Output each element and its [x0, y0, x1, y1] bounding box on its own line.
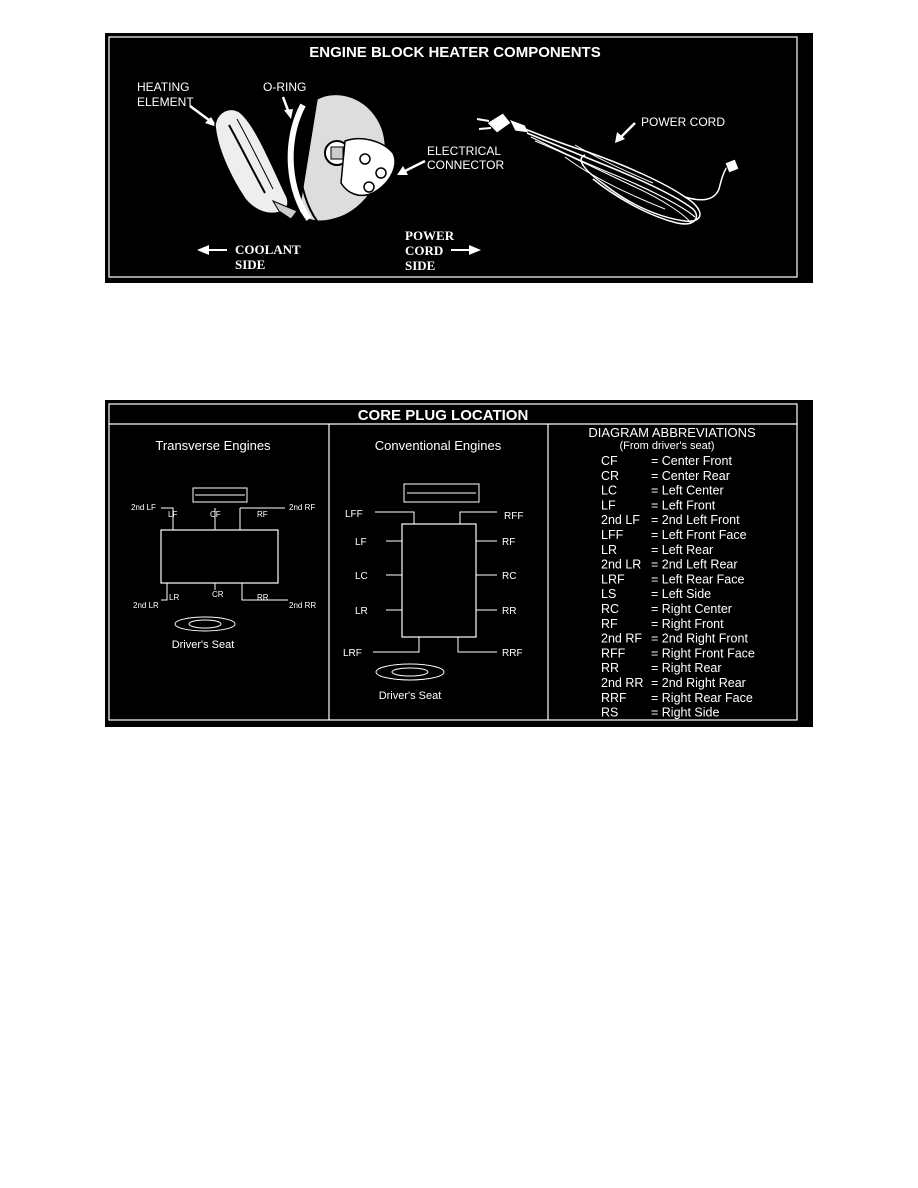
conventional-label-rff: RFF: [504, 511, 524, 522]
abbreviation-meaning: = Right Center: [651, 602, 732, 616]
conventional-label-lf: LF: [355, 537, 367, 548]
abbreviation-code: LR: [601, 542, 617, 557]
abbreviation-meaning: = Right Front: [651, 616, 724, 631]
electrical-connector-label-1: ELECTRICAL: [427, 144, 502, 158]
abbreviation-meaning: = 2nd Right Rear: [651, 676, 746, 690]
transverse-label-lr: LR: [169, 593, 180, 602]
abbreviation-code: LRF: [601, 572, 625, 587]
conventional-driver-seat-icon: [376, 664, 444, 680]
heating-element-label-1: HEATING: [137, 80, 190, 94]
transverse-driver-seat-label: Driver's Seat: [171, 639, 235, 651]
abbreviation-code: CR: [601, 468, 620, 483]
transverse-label-2nd-rr: 2nd RR: [289, 601, 317, 610]
abbreviation-meaning: = Left Front Face: [651, 528, 747, 542]
abbreviation-meaning: = Left Rear: [651, 542, 714, 557]
abbreviations-list: [601, 454, 755, 720]
abbreviations-subheading: (From driver's seat): [619, 440, 715, 452]
abbreviation-meaning: = Right Rear: [651, 661, 722, 676]
coolant-side-label-1: COOLANT: [235, 242, 301, 257]
abbreviation-meaning: = 2nd Left Front: [651, 513, 740, 528]
conventional-label-rc: RC: [502, 571, 517, 582]
abbreviation-code: 2nd LR: [601, 557, 642, 572]
abbreviation-meaning: = Left Rear Face: [651, 572, 745, 587]
abbreviation-meaning: = Right Front Face: [651, 646, 755, 661]
conventional-label-lff: LFF: [345, 509, 363, 520]
engine-block-heater-figure: [105, 33, 813, 283]
conventional-label-lrf: LRF: [343, 648, 362, 659]
coolant-side-label-2: SIDE: [235, 257, 266, 272]
abbreviation-code: RF: [601, 616, 618, 631]
figure1-title: ENGINE BLOCK HEATER COMPONENTS: [309, 44, 601, 61]
transverse-label-cr: CR: [212, 590, 224, 599]
transverse-label-2nd-lf: 2nd LF: [131, 503, 156, 512]
power-cord-label: POWER CORD: [641, 115, 725, 129]
power-cord-arrow: [621, 123, 635, 137]
conventional-label-lr: LR: [355, 606, 368, 617]
abbreviation-meaning: = Right Side: [651, 705, 720, 720]
abbreviation-meaning: = Center Front: [651, 454, 732, 468]
conventional-engine-block: [402, 524, 476, 637]
transverse-label-2nd-rf: 2nd RF: [289, 503, 316, 512]
abbreviation-code: RRF: [601, 690, 627, 705]
abbreviation-code: 2nd RR: [601, 676, 644, 690]
abbreviation-meaning: = Right Rear Face: [651, 690, 753, 705]
electrical-connector-label-2: CONNECTOR: [427, 158, 505, 172]
abbreviation-meaning: = 2nd Left Rear: [651, 557, 738, 572]
abbreviation-meaning: = 2nd Right Front: [651, 631, 748, 646]
power-cord-illustration: [477, 113, 739, 224]
power-cord-side-label-1: POWER: [405, 228, 455, 243]
conventional-engine-panel: [343, 438, 523, 702]
conventional-heading: Conventional Engines: [374, 438, 502, 453]
transverse-heading: Transverse Engines: [155, 438, 271, 453]
abbreviations-heading: DIAGRAM ABBREVIATIONS: [588, 425, 756, 440]
conventional-label-rf: RF: [502, 537, 516, 548]
abbreviation-code: LF: [601, 498, 616, 513]
abbreviation-code: LC: [601, 483, 617, 498]
heater-illustration: [215, 94, 395, 221]
abbreviation-code: CF: [601, 454, 618, 468]
conventional-label-rrf: RRF: [502, 648, 523, 659]
abbreviation-code: LS: [601, 587, 617, 602]
abbreviation-code: RR: [601, 661, 620, 676]
transverse-driver-seat-icon: [175, 617, 235, 631]
o-ring-label: O-RING: [263, 80, 307, 94]
electrical-connector-arrow: [405, 161, 425, 171]
coolant-side-arrowhead: [197, 245, 209, 255]
abbreviation-code: 2nd LF: [601, 513, 640, 528]
power-cord-side-label-3: SIDE: [405, 258, 436, 273]
abbreviations-panel: [588, 425, 756, 720]
abbreviation-meaning: = Left Center: [651, 483, 724, 498]
power-cord-side-arrowhead: [469, 245, 481, 255]
abbreviation-meaning: = Center Rear: [651, 468, 730, 483]
transverse-label-2nd-lr: 2nd LR: [133, 601, 159, 610]
core-plug-location-figure: [105, 400, 813, 727]
figure2-title: CORE PLUG LOCATION: [357, 407, 529, 424]
transverse-engine-panel: [131, 438, 316, 651]
abbreviation-meaning: = Left Front: [651, 498, 716, 513]
heating-element-label-2: ELEMENT: [137, 95, 194, 109]
transverse-label-lf: LF: [168, 510, 178, 519]
abbreviation-code: RC: [601, 602, 620, 616]
transverse-label-cf: CF: [210, 510, 221, 519]
power-cord-side-label-2: CORD: [405, 243, 444, 258]
conventional-label-rr: RR: [502, 606, 517, 617]
transverse-engine-block: [161, 530, 278, 583]
abbreviation-code: RS: [601, 705, 619, 720]
abbreviation-code: 2nd RF: [601, 631, 642, 646]
conventional-label-lc: LC: [355, 571, 368, 582]
transverse-label-rf: RF: [257, 510, 268, 519]
abbreviation-code: RFF: [601, 646, 626, 661]
engine-block-heater-diagram: [105, 33, 813, 283]
abbreviation-code: LFF: [601, 528, 624, 542]
abbreviation-meaning: = Left Side: [651, 587, 712, 602]
transverse-label-rr: RR: [257, 593, 269, 602]
conventional-driver-seat-label: Driver's Seat: [378, 690, 442, 702]
core-plug-location-diagram: [105, 400, 813, 727]
o-ring-arrowhead: [284, 109, 293, 119]
